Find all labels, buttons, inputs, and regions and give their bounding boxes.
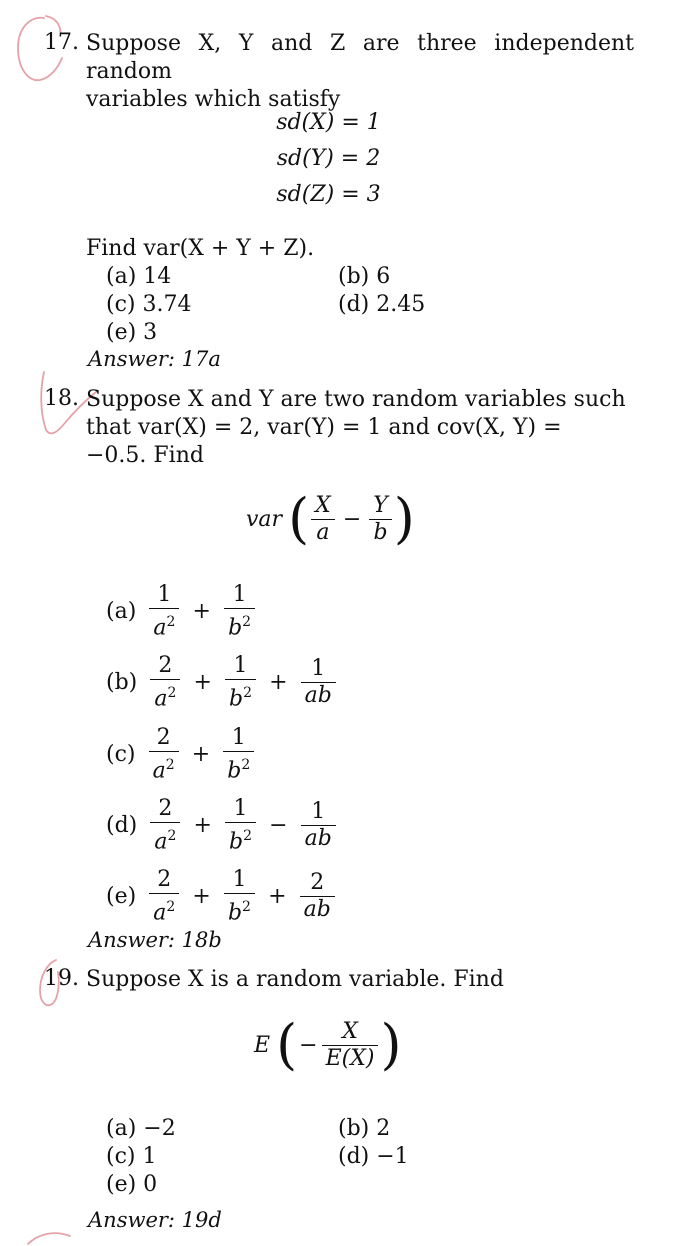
question-17-line-1: Suppose X, Y and Z are three independent random — [86, 31, 634, 84]
equation-sd-z: sd(Z) = 3 — [276, 182, 381, 207]
option-19e: (e) 0 — [106, 1172, 158, 1197]
question-17-statement — [86, 30, 634, 114]
option-17a: (a) 14 — [106, 264, 172, 289]
question-19-statement: Suppose X is a random variable. Find — [86, 967, 504, 992]
equation-sd-x: sd(X) = 1 — [276, 110, 381, 135]
option-19b: (b) 2 — [338, 1116, 391, 1141]
option-18a: (a) $\frac{1}{a^2}$ + $\frac{1}{b^2}$ — [106, 582, 257, 641]
equation-sd-y: sd(Y) = 2 — [276, 146, 381, 171]
answer-18: Answer: 18b — [88, 928, 222, 952]
equation-expectation: E (− $\frac{X}{E(X)}$ ) — [254, 1013, 402, 1076]
question-18-line-1: Suppose X and Y are two random variables such — [86, 387, 626, 412]
option-17b: (b) 6 — [338, 264, 391, 289]
option-18c: (c) $\frac{2}{a^2}$ + $\frac{1}{b^2}$ — [106, 725, 256, 784]
option-17c: (c) 3.74 — [106, 292, 192, 317]
option-18b: (b) $\frac{2}{a^2}$ + $\frac{1}{b^2}$ + $\frac{1}{ab}$ — [106, 653, 338, 712]
question-number-19: 19. — [44, 966, 79, 991]
option-19a: (a) −2 — [106, 1116, 176, 1141]
question-17-line-2: variables which satisfy — [86, 87, 341, 112]
answer-19: Answer: 19d — [88, 1208, 222, 1232]
option-19c: (c) 1 — [106, 1144, 157, 1169]
question-18-line-3: −0.5. Find — [86, 443, 204, 468]
option-19d: (d) −1 — [338, 1144, 409, 1169]
handwritten-mark-20 — [24, 1228, 84, 1246]
question-17-find: Find var(X + Y + Z). — [86, 236, 315, 261]
question-number-18: 18. — [44, 386, 79, 411]
option-17d: (d) 2.45 — [338, 292, 426, 317]
answer-17: Answer: 17a — [88, 347, 221, 371]
question-18-statement — [86, 386, 634, 470]
option-18d: (d) $\frac{2}{a^2}$ + $\frac{1}{b^2}$ − $\frac{1}{ab}$ — [106, 796, 338, 855]
option-17e: (e) 3 — [106, 320, 158, 345]
question-18-line-2: that var(X) = 2, var(Y) = 1 and cov(X, Y) = — [86, 415, 562, 440]
question-number-17: 17. — [44, 30, 79, 55]
equation-var-fraction: var ( $\frac{X}{a}$ − $\frac{Y}{b}$ ) — [246, 487, 415, 550]
option-18e: (e) $\frac{2}{a^2}$ + $\frac{1}{b^2}$ + $\frac{2}{ab}$ — [106, 867, 337, 926]
